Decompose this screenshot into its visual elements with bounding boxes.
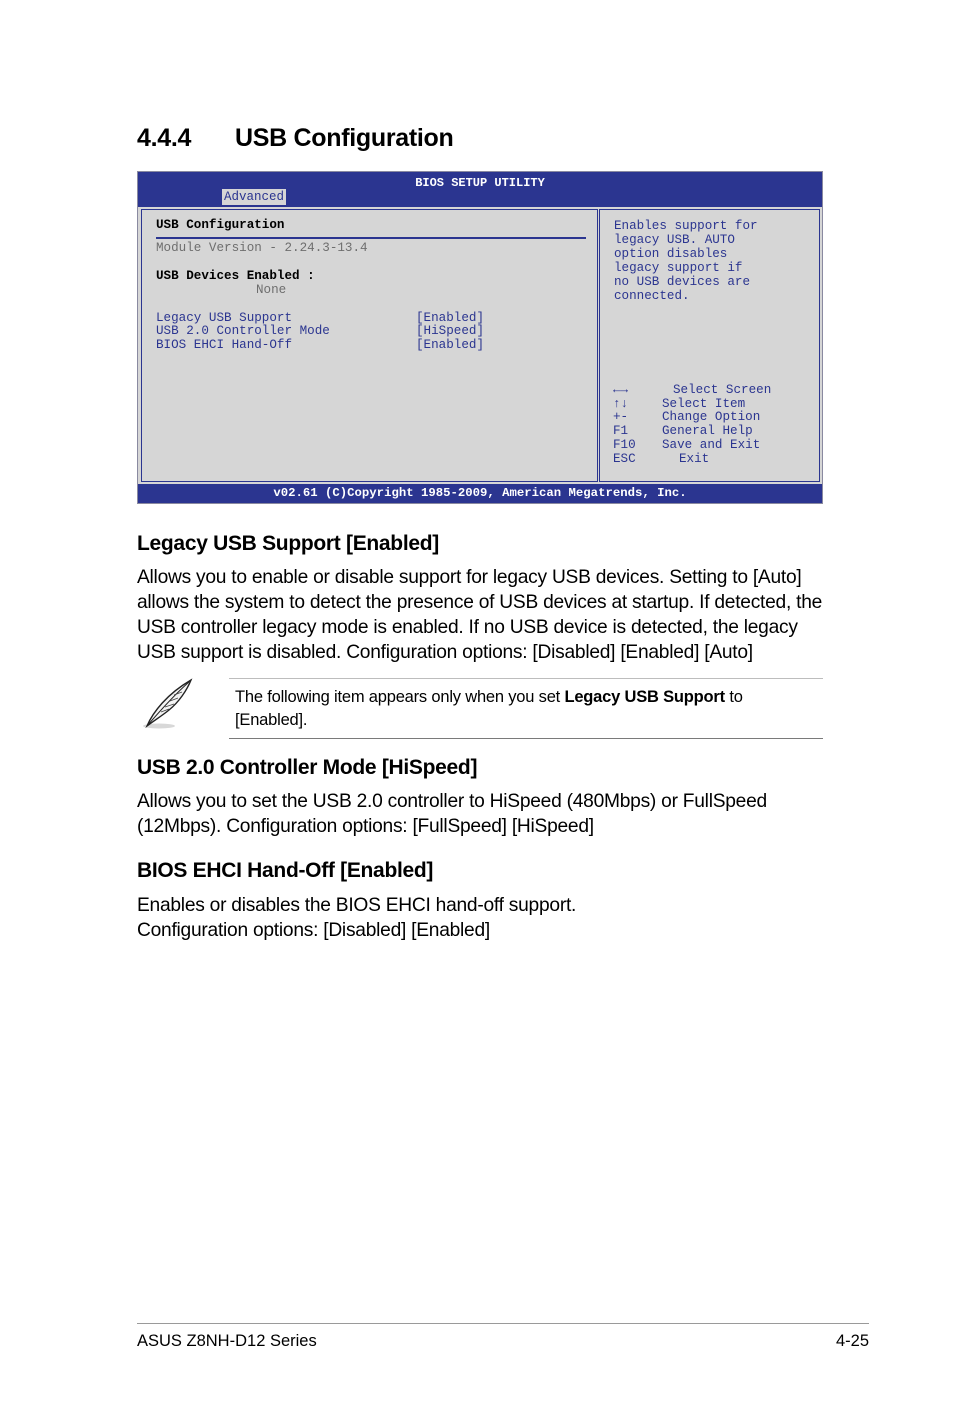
bios-help-line: no USB devices are	[614, 275, 751, 289]
key-action: Save and Exit	[662, 438, 761, 452]
note-text-post: to	[724, 688, 743, 706]
key-arrows-ud: ↑↓	[613, 397, 629, 411]
ehci-heading: BIOS EHCI Hand-Off [Enabled]	[137, 859, 434, 882]
paragraph-line: Enables or disables the BIOS EHCI hand-off support.	[137, 895, 577, 916]
paragraph-line: allows the system to detect the presence of USB devices at startup. If detected, the	[137, 592, 823, 613]
legacy-usb-description	[137, 565, 837, 665]
bios-panel-heading: USB Configuration	[156, 218, 285, 232]
note-text-bold: Legacy USB Support	[564, 688, 725, 706]
bios-devices-label: USB Devices Enabled :	[156, 269, 315, 283]
note-text-pre: The following item appears only when you set	[235, 688, 565, 706]
footer-rule	[137, 1323, 869, 1324]
bios-devices-value: None	[256, 283, 287, 297]
section-title	[137, 124, 453, 153]
bios-screenshot	[137, 171, 823, 504]
footer-page-number: 4-25	[835, 1332, 869, 1350]
quill-note-icon	[139, 676, 197, 732]
section-title-text: USB Configuration	[235, 124, 454, 152]
bios-settings-panel	[141, 209, 598, 482]
key-arrows-lr: ←→	[613, 383, 629, 397]
bios-help-line: connected.	[614, 289, 690, 303]
footer-product: ASUS Z8NH-D12 Series	[137, 1332, 317, 1350]
key-action: Select Screen	[673, 383, 772, 397]
bios-tab-advanced[interactable]: Advanced	[224, 190, 285, 204]
key-esc: ESC	[613, 452, 636, 466]
key-action: Change Option	[662, 410, 761, 424]
usb20-description	[137, 789, 837, 839]
paragraph-line: Allows you to enable or disable support for legacy USB devices. Setting to [Auto]	[137, 567, 802, 588]
legacy-usb-heading: Legacy USB Support [Enabled]	[137, 532, 439, 555]
bios-help-line: option disables	[614, 247, 728, 261]
key-f10: F10	[613, 438, 636, 452]
ehci-description	[137, 893, 837, 943]
key-action: Select Item	[662, 397, 746, 411]
bios-item-ehci-handoff-label[interactable]: BIOS EHCI Hand-Off	[156, 338, 293, 352]
bios-help-line: legacy support if	[614, 261, 743, 275]
bios-help-line: legacy USB. AUTO	[614, 233, 735, 247]
paragraph-line: Configuration options: [Disabled] [Enabled]	[137, 920, 490, 941]
bios-help-line: Enables support for	[614, 219, 758, 233]
bios-item-ehci-handoff-value[interactable]: [Enabled]	[416, 338, 485, 352]
key-action: General Help	[662, 424, 753, 438]
bios-item-usb20-mode-label[interactable]: USB 2.0 Controller Mode	[156, 324, 330, 338]
bios-header	[138, 172, 822, 207]
note-text-line2: [Enabled].	[235, 711, 308, 729]
bios-item-usb20-mode-value[interactable]: [HiSpeed]	[416, 324, 485, 338]
note-text	[235, 686, 795, 732]
bios-utility-title: BIOS SETUP UTILITY	[415, 176, 545, 190]
paragraph-line: (12Mbps). Configuration options: [FullSpeed] [HiSpeed]	[137, 816, 594, 837]
bios-module-version: Module Version - 2.24.3-13.4	[156, 241, 368, 255]
bios-help-panel	[599, 209, 820, 482]
bios-heading-rule	[156, 237, 586, 239]
section-number: 4.4.4	[137, 124, 192, 152]
bios-item-legacy-usb-value[interactable]: [Enabled]	[416, 311, 485, 325]
paragraph-line: USB controller legacy mode is enabled. If no USB device is detected, the legacy	[137, 617, 798, 638]
key-plus-minus: +-	[613, 410, 629, 424]
paragraph-line: USB support is disabled. Configuration options: [Disabled] [Enabled] [Auto]	[137, 642, 753, 663]
key-f1: F1	[613, 424, 629, 438]
bios-copyright: v02.61 (C)Copyright 1985-2009, American Megatrends, Inc.	[138, 484, 822, 503]
note-box	[229, 678, 823, 739]
paragraph-line: Allows you to set the USB 2.0 controller to HiSpeed (480Mbps) or FullSpeed	[137, 791, 767, 812]
bios-item-legacy-usb-label[interactable]: Legacy USB Support	[156, 311, 293, 325]
key-action: Exit	[679, 452, 710, 466]
usb20-heading: USB 2.0 Controller Mode [HiSpeed]	[137, 756, 478, 779]
